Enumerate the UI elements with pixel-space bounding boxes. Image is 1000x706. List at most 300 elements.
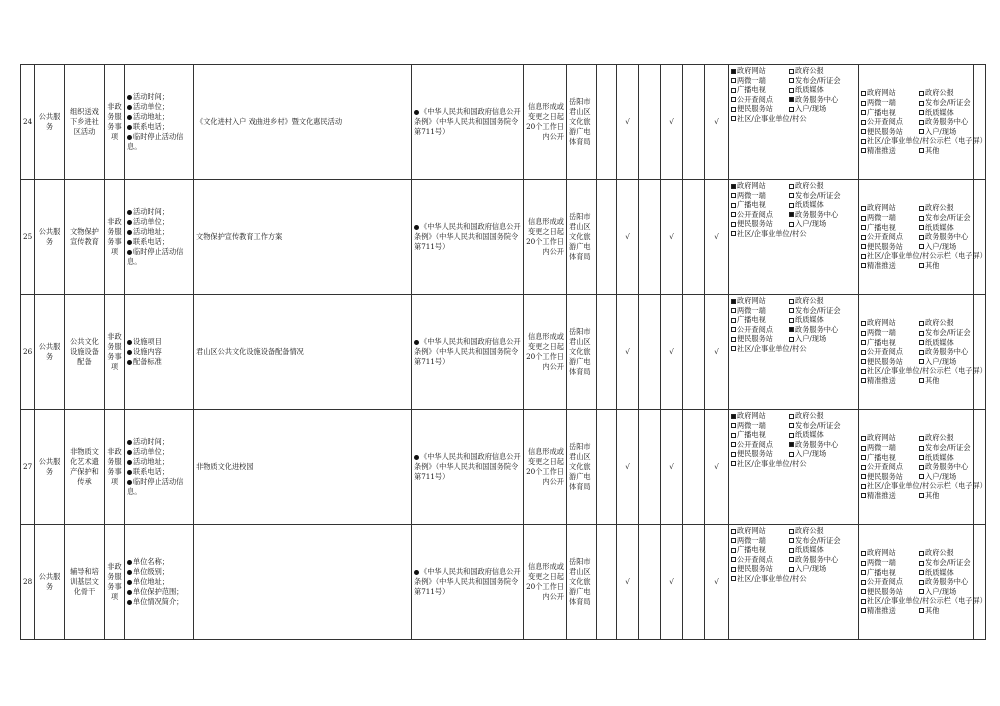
channel-option: 政府网站 xyxy=(861,548,919,558)
item-name-cell: 文物保护宣传教育 xyxy=(65,180,105,295)
channel-option: 广播电视 xyxy=(731,85,789,95)
checkbox-icon xyxy=(731,88,736,93)
checkbox-icon xyxy=(861,206,866,211)
bullet-text: 配备标准 xyxy=(133,357,162,366)
check-mark: √ xyxy=(705,525,729,640)
checkbox-icon xyxy=(861,436,866,441)
bullet-item xyxy=(127,347,191,357)
content-bullets-cell xyxy=(125,295,194,410)
checkbox-icon xyxy=(919,446,924,451)
channel-option: 便民服务站 xyxy=(861,357,919,367)
channel-option: 公开查阅点 xyxy=(731,95,789,105)
org-cell: 岳阳市君山区文化旅游广电体育局 xyxy=(567,180,597,295)
empty-cell xyxy=(974,525,986,640)
channel-option: 社区/企事业单位/村公示栏（电子屏） xyxy=(861,596,987,606)
bullet-icon xyxy=(127,250,132,255)
channel-option: 入户/现场 xyxy=(789,564,826,574)
checkbox-icon xyxy=(861,455,866,460)
checkbox-icon xyxy=(861,350,866,355)
channel-option: 广播电视 xyxy=(861,223,919,233)
channel-option: 政府公报 xyxy=(919,203,954,213)
channel-option: 公开查阅点 xyxy=(861,577,919,587)
channel-option: 政务服务中心 xyxy=(789,210,838,220)
checked-box-icon xyxy=(731,69,736,74)
channel-option: 公开查阅点 xyxy=(731,555,789,565)
nature-cell: 非政务服务事项 xyxy=(105,65,125,180)
empty-cell xyxy=(597,525,617,640)
checkbox-icon xyxy=(919,120,924,125)
checkbox-icon xyxy=(919,225,924,230)
bullet-text: 临时停止活动信息。 xyxy=(127,132,184,151)
checkbox-icon xyxy=(861,340,866,345)
channel-option: 纸质媒体 xyxy=(789,545,824,555)
law-basis-cell xyxy=(412,180,524,295)
bullet-icon xyxy=(414,225,419,230)
channel-option: 两微一端 xyxy=(861,328,919,338)
time-limit-cell: 信息形成或变更之日起20个工作日内公开 xyxy=(524,295,567,410)
time-limit-cell: 信息形成或变更之日起20个工作日内公开 xyxy=(524,525,567,640)
channel-option: 政府网站 xyxy=(731,66,789,76)
checkbox-icon xyxy=(919,359,924,364)
channel-option: 纸质媒体 xyxy=(919,338,954,348)
check-mark: √ xyxy=(705,410,729,525)
channel-option: 政务服务中心 xyxy=(789,95,838,105)
channel-option: 政府公报 xyxy=(789,296,824,306)
channel-option: 政府公报 xyxy=(919,88,954,98)
bullet-icon xyxy=(127,590,132,595)
category-cell: 公共服务 xyxy=(35,525,65,640)
law-text: 《中华人民共和国政府信息公开条例》（中华人民共和国国务院令第711号） xyxy=(414,337,521,366)
checkbox-icon xyxy=(861,589,866,594)
channel-option: 公开查阅点 xyxy=(731,440,789,450)
time-limit-cell: 信息形成或变更之日起20个工作日内公开 xyxy=(524,180,567,295)
checkbox-icon xyxy=(731,308,736,313)
category-cell: 公共服务 xyxy=(35,295,65,410)
checkbox-icon xyxy=(861,493,866,498)
checkbox-icon xyxy=(731,452,736,457)
content-bullets-cell xyxy=(125,180,194,295)
checkbox-icon xyxy=(789,452,794,457)
channel-option: 发布会/听证会 xyxy=(789,421,841,431)
bullet-item xyxy=(127,92,191,102)
channel-option: 广播电视 xyxy=(731,200,789,210)
channel-option: 精准推送 xyxy=(861,146,919,156)
bullet-icon xyxy=(127,570,132,575)
checkbox-icon xyxy=(861,359,866,364)
table-row xyxy=(21,295,986,410)
org-cell: 岳阳市君山区文化旅游广电体育局 xyxy=(567,65,597,180)
bullet-icon xyxy=(127,440,132,445)
channel-option: 入户/现场 xyxy=(789,334,826,344)
channel-option: 政府网站 xyxy=(861,318,919,328)
channel-option: 两微一端 xyxy=(861,558,919,568)
checkbox-icon xyxy=(731,567,736,572)
channel-option: 纸质媒体 xyxy=(919,568,954,578)
checkbox-icon xyxy=(731,78,736,83)
channel-option: 两微一端 xyxy=(731,421,789,431)
bullet-item xyxy=(127,337,191,347)
bullet-text: 联系电话； xyxy=(133,122,169,131)
check-mark: √ xyxy=(705,295,729,410)
bullet-item xyxy=(127,587,191,597)
empty-cell xyxy=(597,65,617,180)
checkbox-icon xyxy=(861,580,866,585)
bullet-icon xyxy=(127,240,132,245)
law-basis-cell xyxy=(412,295,524,410)
checkbox-icon xyxy=(789,337,794,342)
content-bullets-cell xyxy=(125,410,194,525)
channel-option: 政府公报 xyxy=(919,318,954,328)
channel-option: 政务服务中心 xyxy=(789,440,838,450)
bullet-item xyxy=(127,122,191,132)
channel-option: 入户/现场 xyxy=(919,127,956,137)
channel-option: 发布会/听证会 xyxy=(919,98,971,108)
bullet-text: 单位地址； xyxy=(133,577,169,586)
bullet-item xyxy=(127,577,191,587)
bullet-item xyxy=(127,477,191,497)
channel-option: 政府网站 xyxy=(731,181,789,191)
checkbox-icon xyxy=(861,561,866,566)
bullet-text: 活动单位； xyxy=(133,447,169,456)
channel-option: 广播电视 xyxy=(731,430,789,440)
checkbox-icon xyxy=(861,235,866,240)
channel-option: 入户/现场 xyxy=(919,472,956,482)
channel-option: 发布会/听证会 xyxy=(919,213,971,223)
channel-option: 两微一端 xyxy=(731,306,789,316)
checkbox-icon xyxy=(919,570,924,575)
law-basis-cell xyxy=(412,525,524,640)
bullet-icon xyxy=(127,480,132,485)
checkbox-icon xyxy=(861,91,866,96)
bullet-text: 活动时间； xyxy=(133,207,169,216)
channel-option: 两微一端 xyxy=(731,191,789,201)
checkbox-icon xyxy=(861,465,866,470)
channel-option: 政府公报 xyxy=(789,181,824,191)
channel-option: 广播电视 xyxy=(731,315,789,325)
empty-cell xyxy=(683,180,705,295)
bullet-item xyxy=(127,437,191,447)
check-mark: √ xyxy=(617,410,639,525)
checkbox-icon xyxy=(789,203,794,208)
check-mark: √ xyxy=(661,180,683,295)
channel-option: 便民服务站 xyxy=(731,334,789,344)
law-text: 《中华人民共和国政府信息公开条例》（中华人民共和国国务院令第711号） xyxy=(414,107,521,136)
bullet-text: 活动单位； xyxy=(133,217,169,226)
channel-option: 政府网站 xyxy=(861,203,919,213)
channel-option: 便民服务站 xyxy=(731,104,789,114)
empty-cell xyxy=(683,410,705,525)
channel-option: 政府网站 xyxy=(861,433,919,443)
bullet-icon xyxy=(414,455,419,460)
channel-options-right xyxy=(859,295,987,410)
channel-option: 公开查阅点 xyxy=(861,462,919,472)
channel-option: 入户/现场 xyxy=(919,242,956,252)
channel-option: 政府公报 xyxy=(919,548,954,558)
law-basis-cell xyxy=(412,410,524,525)
bullet-text: 设施项目 xyxy=(133,337,162,346)
bullet-icon xyxy=(127,105,132,110)
check-mark: √ xyxy=(661,65,683,180)
checkbox-icon xyxy=(789,557,794,562)
bullet-icon xyxy=(127,95,132,100)
bullet-icon xyxy=(127,600,132,605)
checkbox-icon xyxy=(789,78,794,83)
channel-option: 公开查阅点 xyxy=(731,210,789,220)
checkbox-icon xyxy=(919,91,924,96)
checkbox-icon xyxy=(731,346,736,351)
channel-option: 精准推送 xyxy=(861,491,919,501)
checkbox-icon xyxy=(731,423,736,428)
checkbox-icon xyxy=(731,557,736,562)
bullet-icon xyxy=(127,580,132,585)
channel-option: 政务服务中心 xyxy=(789,555,838,565)
channel-option: 发布会/听证会 xyxy=(789,306,841,316)
channel-option: 社区/企事业单位/村公 xyxy=(731,459,789,469)
checkbox-icon xyxy=(919,331,924,336)
checkbox-icon xyxy=(919,551,924,556)
checkbox-icon xyxy=(861,225,866,230)
checked-box-icon xyxy=(731,184,736,189)
bullet-item xyxy=(127,447,191,457)
channel-option: 发布会/听证会 xyxy=(789,76,841,86)
bullet-icon xyxy=(127,125,132,130)
checkbox-icon xyxy=(731,231,736,236)
empty-cell xyxy=(639,410,661,525)
checkbox-icon xyxy=(789,567,794,572)
channel-option: 政府公报 xyxy=(789,411,824,421)
checkbox-icon xyxy=(861,139,866,144)
bullet-text: 临时停止活动信息。 xyxy=(127,477,184,496)
bullet-icon xyxy=(127,450,132,455)
checkbox-icon xyxy=(789,69,794,74)
bullet-text: 单位保护范围； xyxy=(133,587,184,596)
row-number: 24 xyxy=(21,65,35,180)
channel-option: 广播电视 xyxy=(861,568,919,578)
checkbox-icon xyxy=(919,206,924,211)
bullet-item xyxy=(127,457,191,467)
channel-option: 两微一端 xyxy=(731,76,789,86)
content-bullets-cell xyxy=(125,525,194,640)
empty-cell xyxy=(597,295,617,410)
checkbox-icon xyxy=(919,350,924,355)
channel-option: 纸质媒体 xyxy=(789,85,824,95)
check-mark: √ xyxy=(617,65,639,180)
check-mark: √ xyxy=(705,65,729,180)
bullet-text: 活动时间； xyxy=(133,92,169,101)
checkbox-icon xyxy=(861,369,866,374)
channel-option: 广播电视 xyxy=(731,545,789,555)
bullet-item xyxy=(127,237,191,247)
checkbox-icon xyxy=(919,378,924,383)
checkbox-icon xyxy=(731,222,736,227)
channel-option: 纸质媒体 xyxy=(789,200,824,210)
checked-box-icon xyxy=(789,212,794,217)
channel-option: 发布会/听证会 xyxy=(919,558,971,568)
law-basis-cell xyxy=(412,65,524,180)
channel-option: 两微一端 xyxy=(861,213,919,223)
empty-cell xyxy=(683,525,705,640)
channel-option: 广播电视 xyxy=(861,338,919,348)
checkbox-icon xyxy=(861,321,866,326)
checkbox-icon xyxy=(731,107,736,112)
check-mark: √ xyxy=(661,525,683,640)
checkbox-icon xyxy=(919,263,924,268)
table-row xyxy=(21,525,986,640)
checked-box-icon xyxy=(731,414,736,419)
empty-cell xyxy=(683,295,705,410)
checkbox-icon xyxy=(861,216,866,221)
channel-option: 其他 xyxy=(919,606,939,616)
check-mark: √ xyxy=(617,295,639,410)
basis-document-cell: 《文化进村入户 戏曲进乡村》暨文化惠民活动 xyxy=(194,65,412,180)
checkbox-icon xyxy=(731,538,736,543)
checkbox-icon xyxy=(731,318,736,323)
bullet-item xyxy=(127,357,191,367)
checkbox-icon xyxy=(861,263,866,268)
row-number: 26 xyxy=(21,295,35,410)
checkbox-icon xyxy=(861,378,866,383)
checkbox-icon xyxy=(919,340,924,345)
channel-option: 公开查阅点 xyxy=(861,347,919,357)
channel-option: 纸质媒体 xyxy=(789,430,824,440)
channel-option: 社区/企事业单位/村公示栏（电子屏） xyxy=(861,366,987,376)
bullet-icon xyxy=(414,570,419,575)
channel-option: 广播电视 xyxy=(861,453,919,463)
bullet-icon xyxy=(127,220,132,225)
basis-document-cell: 文物保护宣传教育工作方案 xyxy=(194,180,412,295)
empty-cell xyxy=(974,180,986,295)
checked-box-icon xyxy=(789,97,794,102)
channel-option: 公开查阅点 xyxy=(861,117,919,127)
time-limit-cell: 信息形成或变更之日起20个工作日内公开 xyxy=(524,65,567,180)
org-cell: 岳阳市君山区文化旅游广电体育局 xyxy=(567,525,597,640)
channel-option: 政务服务中心 xyxy=(919,462,968,472)
checkbox-icon xyxy=(919,589,924,594)
channel-option: 其他 xyxy=(919,146,939,156)
bullet-text: 活动地址； xyxy=(133,112,169,121)
channel-option: 精准推送 xyxy=(861,376,919,386)
checked-box-icon xyxy=(731,299,736,304)
channel-option: 纸质媒体 xyxy=(919,108,954,118)
bullet-icon xyxy=(127,340,132,345)
bullet-text: 临时停止活动信息。 xyxy=(127,247,184,266)
checkbox-icon xyxy=(861,129,866,134)
basis-document-cell xyxy=(194,525,412,640)
bullet-icon xyxy=(127,230,132,235)
checkbox-icon xyxy=(919,436,924,441)
checkbox-icon xyxy=(861,101,866,106)
category-cell: 公共服务 xyxy=(35,180,65,295)
bullet-text: 单位级别； xyxy=(133,567,169,576)
channel-option: 政务服务中心 xyxy=(919,347,968,357)
nature-cell: 非政务服务事项 xyxy=(105,525,125,640)
channel-option: 政务服务中心 xyxy=(919,117,968,127)
channel-options-left xyxy=(729,525,859,640)
empty-cell xyxy=(639,525,661,640)
disclosure-table xyxy=(20,64,986,640)
channel-options-left xyxy=(729,295,859,410)
empty-cell xyxy=(974,65,986,180)
checkbox-icon xyxy=(919,244,924,249)
channel-option: 发布会/听证会 xyxy=(919,443,971,453)
channel-option: 两微一端 xyxy=(861,443,919,453)
bullet-text: 联系电话； xyxy=(133,237,169,246)
bullet-icon xyxy=(127,560,132,565)
bullet-item xyxy=(127,597,191,607)
basis-document-cell: 非物质文化进校园 xyxy=(194,410,412,525)
empty-cell xyxy=(597,410,617,525)
law-text: 《中华人民共和国政府信息公开条例》（中华人民共和国国务院令第711号） xyxy=(414,222,521,251)
checkbox-icon xyxy=(919,148,924,153)
checkbox-icon xyxy=(789,548,794,553)
channel-option: 入户/现场 xyxy=(789,449,826,459)
channel-option: 两微一端 xyxy=(731,536,789,546)
channel-option: 便民服务站 xyxy=(861,242,919,252)
channel-option: 入户/现场 xyxy=(919,357,956,367)
channel-option: 精准推送 xyxy=(861,606,919,616)
bullet-icon xyxy=(414,340,419,345)
empty-cell xyxy=(683,65,705,180)
checkbox-icon xyxy=(789,538,794,543)
channel-option: 便民服务站 xyxy=(861,127,919,137)
channel-option: 发布会/听证会 xyxy=(919,328,971,338)
channel-options-right xyxy=(859,410,987,525)
law-text: 《中华人民共和国政府信息公开条例》（中华人民共和国国务院令第711号） xyxy=(414,567,521,596)
checkbox-icon xyxy=(731,548,736,553)
checkbox-icon xyxy=(919,561,924,566)
channel-options-left xyxy=(729,410,859,525)
checkbox-icon xyxy=(861,599,866,604)
channel-options-right xyxy=(859,180,987,295)
checkbox-icon xyxy=(919,580,924,585)
channel-option: 政府网站 xyxy=(731,526,789,536)
channel-option: 入户/现场 xyxy=(789,104,826,114)
channel-option: 社区/企事业单位/村公 xyxy=(731,114,789,124)
checkbox-icon xyxy=(789,107,794,112)
channel-option: 政务服务中心 xyxy=(789,325,838,335)
checkbox-icon xyxy=(919,608,924,613)
channel-option: 两微一端 xyxy=(861,98,919,108)
checkbox-icon xyxy=(731,337,736,342)
checkbox-icon xyxy=(861,331,866,336)
check-mark: √ xyxy=(661,410,683,525)
checkbox-icon xyxy=(789,318,794,323)
bullet-icon xyxy=(127,460,132,465)
channel-option: 社区/企事业单位/村公 xyxy=(731,344,789,354)
empty-cell xyxy=(974,410,986,525)
org-cell: 岳阳市君山区文化旅游广电体育局 xyxy=(567,295,597,410)
checkbox-icon xyxy=(789,88,794,93)
nature-cell: 非政务服务事项 xyxy=(105,295,125,410)
channel-option: 纸质媒体 xyxy=(919,223,954,233)
channel-option: 社区/企事业单位/村公 xyxy=(731,229,789,239)
checkbox-icon xyxy=(861,148,866,153)
bullet-text: 单位情况简介； xyxy=(133,597,184,606)
row-number: 27 xyxy=(21,410,35,525)
bullet-text: 活动时间； xyxy=(133,437,169,446)
checked-box-icon xyxy=(789,327,794,332)
checkbox-icon xyxy=(731,116,736,121)
checkbox-icon xyxy=(919,474,924,479)
item-name-cell: 公共文化设施设备配备 xyxy=(65,295,105,410)
check-mark: √ xyxy=(617,525,639,640)
channel-option: 政务服务中心 xyxy=(919,232,968,242)
category-cell: 公共服务 xyxy=(35,410,65,525)
bullet-text: 设施内容 xyxy=(133,347,162,356)
checkbox-icon xyxy=(861,570,866,575)
bullet-text: 单位名称； xyxy=(133,557,169,566)
checkbox-icon xyxy=(731,442,736,447)
